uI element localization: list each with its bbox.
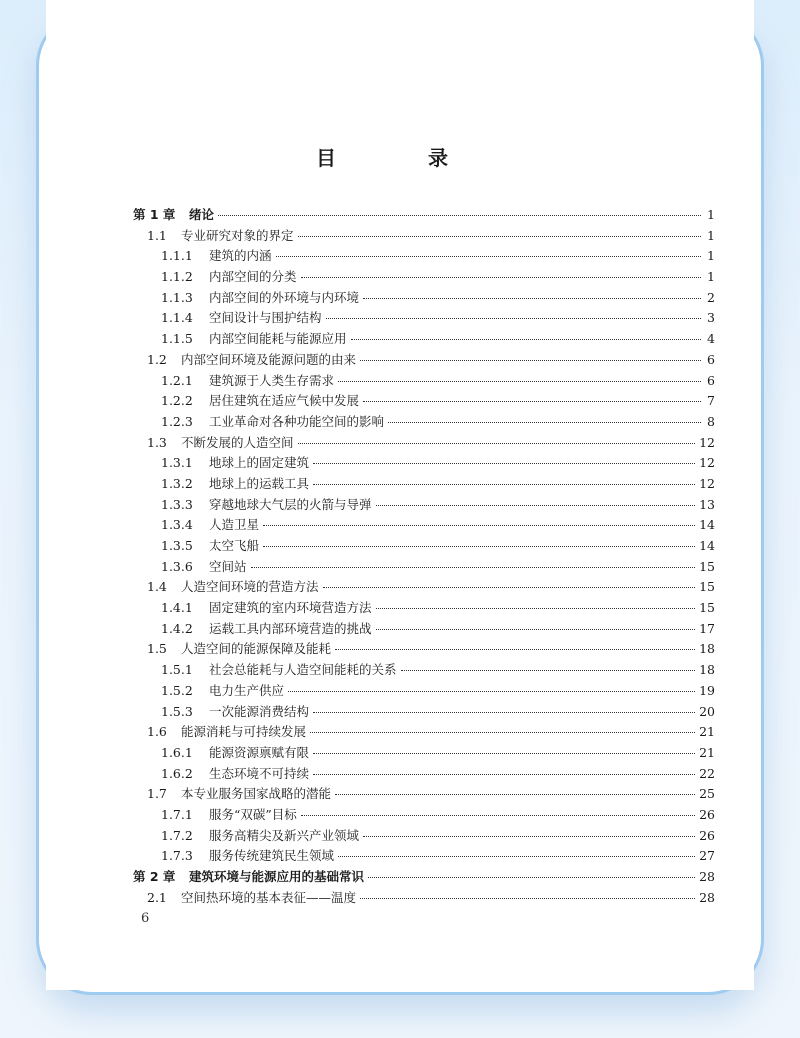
dot-leader [313,774,695,775]
toc-entry[interactable] [133,371,715,392]
toc-entry-number: 1.7.1 [161,806,193,822]
dot-leader [363,836,695,837]
toc-entry-title: 社会总能耗与人造空间能耗的关系 [209,662,397,678]
toc-entry[interactable] [133,619,715,640]
toc-entry-number: 1.3 [147,434,167,450]
toc-entry[interactable] [133,474,715,495]
toc-entry[interactable] [133,764,715,785]
dot-leader [376,608,696,609]
toc-entry-number: 1.2.1 [161,372,193,388]
toc-entry[interactable] [133,681,715,702]
dot-leader [388,422,701,423]
toc-entry-number: 1.3.6 [161,558,193,574]
toc-entry-number: 2.1 [147,889,167,905]
toc-entry-page: 13 [699,496,715,512]
toc-entry[interactable] [133,846,715,867]
toc-entry[interactable] [133,391,715,412]
toc-entry-number: 1.3.3 [161,496,193,512]
toc-entry[interactable] [133,722,715,743]
dot-leader [401,670,696,671]
toc-entry-page: 27 [699,848,715,864]
toc-entry-page: 7 [707,393,715,409]
dot-leader [376,505,696,506]
toc-entry-title: 内部空间环境及能源问题的由来 [181,351,357,367]
dot-leader [301,815,695,816]
toc-entry-title: 运载工具内部环境营造的挑战 [209,620,372,636]
dot-leader [301,277,701,278]
dot-leader [313,484,695,485]
toc-entry-number: 1.5.3 [161,703,193,719]
toc-entry-title: 内部空间的分类 [209,269,297,285]
toc-entry-number: 1.1.1 [161,248,193,264]
toc-entry-title: 空间设计与围护结构 [209,310,322,326]
toc-entry[interactable] [133,433,715,454]
toc-entry[interactable] [133,308,715,329]
toc-entry[interactable] [133,888,715,909]
toc-entry-page: 1 [707,269,715,285]
toc-entry-number: 1.3.4 [161,517,193,533]
toc-entry-number: 1.2.3 [161,413,193,429]
toc-entry-number: 1.5.1 [161,662,193,678]
toc-entry-title: 地球上的固定建筑 [209,455,310,471]
toc-entry-number: 第 1 章 [133,207,176,222]
toc-entry[interactable] [133,495,715,516]
table-of-contents [133,205,715,908]
toc-entry[interactable] [133,350,715,371]
toc-entry-title: 空间站 [209,558,247,574]
dot-leader [298,236,701,237]
toc-entry-title: 人造空间的能源保障及能耗 [181,641,332,657]
dot-leader [263,525,695,526]
toc-entry-number: 第 2 章 [133,869,176,884]
toc-entry-title: 本专业服务国家战略的潜能 [181,786,332,802]
toc-entry-page: 15 [699,579,715,595]
dot-leader [363,401,701,402]
toc-entry-page: 26 [699,827,715,843]
dot-leader [323,587,696,588]
toc-entry-title: 绪论 [189,207,215,222]
toc-entry-number: 1.1 [147,227,167,243]
toc-entry-page: 15 [699,558,715,574]
dot-leader [298,443,696,444]
toc-entry-page: 17 [699,620,715,636]
toc-entry-page: 15 [699,600,715,616]
toc-entry[interactable] [133,826,715,847]
toc-entry-title: 生态环境不可持续 [209,765,310,781]
toc-entry-page: 20 [699,703,715,719]
dot-leader [338,381,701,382]
toc-entry-title: 服务高精尖及新兴产业领域 [209,827,360,843]
toc-entry-page: 19 [699,682,715,698]
toc-entry-number: 1.3.5 [161,538,193,553]
toc-entry-title: 人造卫星 [209,517,260,533]
toc-entry-title: 服务“双碳”目标 [209,806,297,822]
toc-entry-title: 建筑环境与能源应用的基础常识 [189,869,365,884]
toc-entry[interactable] [133,205,715,226]
toc-entry-title: 空间热环境的基本表征——温度 [181,889,357,905]
toc-entry[interactable] [133,515,715,536]
toc-entry-number: 1.2.2 [161,393,193,409]
toc-entry[interactable] [133,805,715,826]
toc-entry-page: 12 [699,434,715,450]
toc-entry[interactable] [133,412,715,433]
dot-leader [288,691,695,692]
toc-entry-number: 1.6.1 [161,744,193,760]
toc-entry-number: 1.1.4 [161,310,193,326]
toc-entry-title: 能源资源禀赋有限 [209,744,310,760]
toc-entry-number: 1.3.2 [161,475,193,491]
dot-leader [360,360,701,361]
dot-leader [363,298,701,299]
toc-entry[interactable] [133,453,715,474]
toc-entry-title: 地球上的运载工具 [209,475,310,491]
toc-entry[interactable] [133,557,715,578]
toc-entry-page: 6 [707,351,715,367]
toc-entry[interactable] [133,536,715,557]
toc-entry-number: 1.4.2 [161,620,193,636]
toc-entry[interactable] [133,784,715,805]
toc-entry-page: 18 [699,662,715,678]
toc-entry-page: 25 [699,786,715,802]
toc-entry-number: 1.1.2 [161,269,193,285]
toc-entry-number: 1.4 [147,579,167,595]
toc-entry-number: 1.5.2 [161,682,193,698]
toc-entry-number: 1.1.3 [161,289,193,305]
dot-leader [313,753,695,754]
document-page [46,0,754,990]
toc-entry-title: 建筑源于人类生存需求 [209,372,335,388]
page-title: 目 录 [316,146,484,170]
toc-entry-title: 穿越地球大气层的火箭与导弹 [209,496,372,512]
toc-entry-title: 一次能源消费结构 [209,703,310,719]
toc-entry-number: 1.7.3 [161,848,193,864]
toc-entry-page: 3 [707,310,715,326]
toc-entry[interactable] [133,639,715,660]
toc-entry-page: 4 [707,331,715,347]
dot-leader [335,794,695,795]
toc-entry[interactable] [133,577,715,598]
toc-entry[interactable] [133,702,715,723]
toc-entry-page: 21 [699,724,715,740]
toc-entry-title: 专业研究对象的界定 [181,227,294,243]
toc-entry-page: 22 [699,765,715,781]
toc-entry-page: 8 [707,413,715,429]
toc-entry-title: 居住建筑在适应气候中发展 [209,393,360,409]
dot-leader [360,898,695,899]
toc-entry-title: 建筑的内涵 [209,248,272,264]
dot-leader [218,215,701,216]
toc-entry-page: 14 [699,538,715,553]
toc-entry-number: 1.7.2 [161,827,193,843]
dot-leader [376,629,696,630]
toc-entry-title: 内部空间的外环境与内环境 [209,289,360,305]
dot-leader [313,712,695,713]
toc-entry-number: 1.1.5 [161,331,193,347]
toc-entry-page: 28 [699,869,715,884]
toc-entry-title: 电力生产供应 [209,682,285,698]
toc-entry-page: 28 [699,889,715,905]
toc-entry-number: 1.6.2 [161,765,193,781]
toc-entry-page: 18 [699,641,715,657]
toc-entry-page: 14 [699,517,715,533]
dot-leader [310,732,695,733]
toc-entry[interactable] [133,743,715,764]
toc-entry-title: 能源消耗与可持续发展 [181,724,307,740]
toc-entry-title: 不断发展的人造空间 [181,434,294,450]
toc-entry-number: 1.5 [147,641,167,657]
toc-entry-number: 1.3.1 [161,455,193,471]
dot-leader [263,546,695,547]
toc-entry-title: 内部空间能耗与能源应用 [209,331,347,347]
dot-leader [276,256,701,257]
dot-leader [368,877,695,878]
dot-leader [351,339,701,340]
toc-entry[interactable] [133,867,715,888]
toc-entry[interactable] [133,660,715,681]
toc-entry-number: 1.7 [147,786,167,802]
toc-entry[interactable] [133,598,715,619]
toc-entry-title: 服务传统建筑民生领域 [209,848,335,864]
dot-leader [313,463,695,464]
dot-leader [338,856,695,857]
toc-entry-page: 2 [707,289,715,305]
toc-entry-title: 工业革命对各种功能空间的影响 [209,413,385,429]
toc-entry-page: 6 [707,372,715,388]
toc-entry-page: 26 [699,806,715,822]
dot-leader [335,649,695,650]
page-number: 6 [141,911,150,926]
dot-leader [251,567,696,568]
toc-entry[interactable] [133,246,715,267]
toc-entry-title: 固定建筑的室内环境营造方法 [209,600,372,616]
toc-entry-number: 1.2 [147,351,167,367]
dot-leader [326,318,701,319]
toc-entry-page: 12 [699,455,715,471]
toc-entry-title: 太空飞船 [209,538,260,553]
toc-entry-page: 1 [707,227,715,243]
toc-entry[interactable] [133,329,715,350]
toc-entry[interactable] [133,288,715,309]
toc-entry-number: 1.4.1 [161,600,193,616]
toc-entry-page: 12 [699,475,715,491]
toc-entry-number: 1.6 [147,724,167,740]
toc-entry-page: 1 [707,248,715,264]
toc-entry-page: 21 [699,744,715,760]
toc-entry-title: 人造空间环境的营造方法 [181,579,319,595]
toc-entry[interactable] [133,267,715,288]
toc-entry-page: 1 [707,207,715,222]
toc-entry[interactable] [133,226,715,247]
